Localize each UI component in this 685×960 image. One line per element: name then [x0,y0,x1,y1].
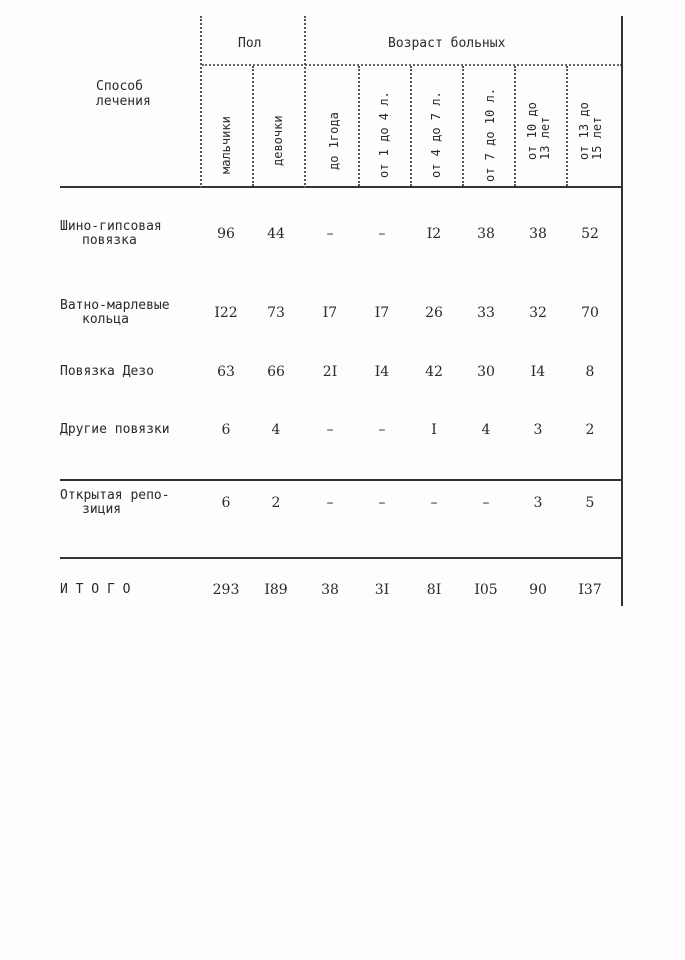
col-header-age-5-line-2: 13 лет [538,116,552,160]
cell-vatno-marl-col-7: 32 [529,305,547,321]
row-label-vatno-marl-line-1: Ватно-марлевые [60,298,170,313]
col-header-age-1: до 1года [327,112,341,170]
cell-itogo-col-4: 3I [374,582,390,598]
col-divider-4 [358,66,360,186]
cell-dezo-col-5: 42 [425,364,443,380]
row-label-dezo-line-1: Повязка Дезо [60,364,154,379]
cell-itogo-col-5: 8I [426,582,442,598]
cell-drugie-col-1: 6 [221,422,231,438]
group-header-age: Возраст больных [388,36,506,51]
col-divider-7 [514,66,516,186]
cell-dezo-col-7: I4 [530,364,546,380]
cell-drugie-col-8: 2 [585,422,595,438]
col-header-age-3: от 4 до 7 л. [429,91,443,178]
right-border [621,16,623,606]
cell-shino-gips-col-3: – [326,226,334,242]
cell-itogo-col-1: 293 [212,582,240,598]
row-label-drugie-line-1: Другие повязки [60,422,170,437]
cell-itogo-col-7: 90 [529,582,547,598]
col-divider-2 [252,66,254,186]
cell-vatno-marl-col-3: I7 [322,305,338,321]
cell-drugie-col-7: 3 [533,422,543,438]
cell-dezo-col-6: 30 [477,364,495,380]
cell-itogo-col-6: I05 [474,582,498,598]
cell-vatno-marl-col-5: 26 [425,305,443,321]
col-header-age-6-line-1: от 13 до [577,102,591,160]
row-label-itogo-line-1: И Т О Г О [60,582,131,597]
cell-itogo-col-8: I37 [578,582,602,598]
col-header-age-5-line-1: от 10 до [525,102,539,160]
header-bottom-line [60,186,623,188]
cell-drugie-col-6: 4 [481,422,491,438]
cell-shino-gips-col-4: – [378,226,386,242]
cell-drugie-col-3: – [326,422,334,438]
cell-shino-gips-col-6: 38 [477,226,495,242]
corner-label-line-2: лечения [96,94,151,109]
row-label-otkr-repoz-line-1: Открытая репо- [60,488,170,503]
data-table [60,14,625,609]
row-label-shino-gips-line-2: повязка [82,233,137,248]
header-sub-divider [202,64,622,66]
row-label-otkr-repoz-line-2: зиция [82,502,122,517]
cell-shino-gips-col-8: 52 [581,226,599,242]
col-divider-label [200,16,202,188]
cell-dezo-col-8: 8 [585,364,595,380]
cell-dezo-col-3: 2I [322,364,338,380]
col-header-boys: мальчики [219,116,233,174]
row-label-vatno-marl-line-2: кольца [82,312,129,327]
cell-shino-gips-col-5: I2 [426,226,442,242]
cell-otkr-repoz-col-4: – [378,495,386,511]
cell-otkr-repoz-col-8: 5 [585,495,595,511]
col-header-age-4: от 7 до 10 л. [483,88,497,182]
col-header-age-2: от 1 до 4 л. [377,91,391,178]
section-divider-2 [60,557,623,559]
cell-otkr-repoz-col-6: – [482,495,490,511]
cell-otkr-repoz-col-5: – [430,495,438,511]
cell-itogo-col-2: I89 [264,582,288,598]
col-divider-5 [410,66,412,186]
col-divider-sex-age [304,16,306,188]
cell-dezo-col-1: 63 [217,364,235,380]
cell-drugie-col-4: – [378,422,386,438]
cell-otkr-repoz-col-1: 6 [221,495,231,511]
cell-vatno-marl-col-6: 33 [477,305,495,321]
cell-otkr-repoz-col-2: 2 [271,495,281,511]
cell-drugie-col-5: I [431,422,437,438]
cell-dezo-col-2: 66 [267,364,285,380]
cell-vatno-marl-col-8: 70 [581,305,599,321]
cell-shino-gips-col-2: 44 [267,226,285,242]
group-header-sex: Пол [238,36,262,51]
section-divider-1 [60,479,623,481]
cell-vatno-marl-col-4: I7 [374,305,390,321]
cell-otkr-repoz-col-3: – [326,495,334,511]
cell-shino-gips-col-7: 38 [529,226,547,242]
corner-label-line-1: Способ [96,79,143,94]
cell-shino-gips-col-1: 96 [217,226,235,242]
cell-itogo-col-3: 38 [321,582,339,598]
cell-dezo-col-4: I4 [374,364,390,380]
col-header-age-6-line-2: 15 лет [590,116,604,160]
row-label-shino-gips-line-1: Шино-гипсовая [60,219,162,234]
cell-drugie-col-2: 4 [271,422,281,438]
col-header-girls: девочки [271,115,285,166]
cell-vatno-marl-col-2: 73 [267,305,285,321]
cell-otkr-repoz-col-7: 3 [533,495,543,511]
col-divider-6 [462,66,464,186]
cell-vatno-marl-col-1: I22 [214,305,238,321]
col-divider-8 [566,66,568,186]
